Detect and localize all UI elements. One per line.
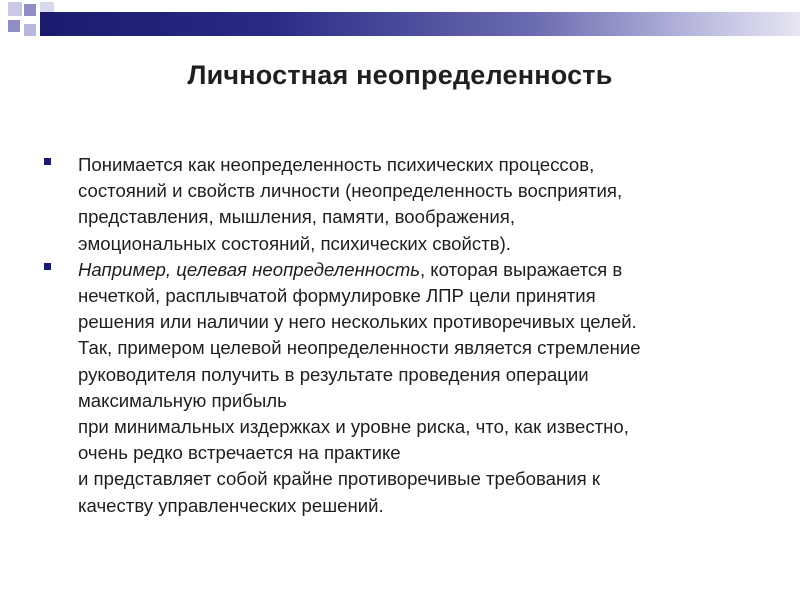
decor-square — [8, 20, 20, 32]
text-line: представления, мышления, памяти, воображения, — [78, 206, 515, 228]
bullet-item-2 — [42, 257, 762, 519]
decor-square — [24, 4, 36, 16]
text-line: эмоциональных состояний, психических свойств). — [78, 232, 511, 254]
text-line — [78, 257, 762, 283]
text-fragment: , которая выражается в — [419, 258, 623, 280]
text-line: руководителя получить в результате проведения операции — [78, 363, 589, 385]
text-line: решения или наличии у него нескольких противоречивых целей. — [78, 311, 637, 333]
slide-title: Личностная неопределенность — [187, 60, 613, 90]
header-gradient-band — [40, 12, 800, 36]
bullet-text — [78, 152, 762, 257]
bullet-item-1 — [42, 152, 762, 257]
square-bullet-icon — [44, 263, 51, 270]
text-line: состояний и свойств личности (неопределенность восприятия, — [78, 180, 623, 202]
text-line: максимальную прибыль — [78, 389, 287, 411]
text-line: очень редко встречается на практике — [78, 442, 401, 464]
text-line: качеству управленческих решений. — [78, 494, 384, 516]
italic-phrase: Например, целевая неопределенность — [78, 258, 420, 280]
bullet-text — [78, 257, 762, 519]
bullet-list — [42, 152, 762, 519]
text-line: Так, примером целевой неопределенности является стремление — [78, 337, 641, 359]
decor-square — [8, 2, 22, 16]
text-line: Понимается как неопределенность психических процессов, — [78, 154, 595, 175]
text-line: при минимальных издержках и уровне риска, что, как известно, — [78, 416, 629, 438]
text-line: нечеткой, расплывчатой формулировке ЛПР цели принятия — [78, 285, 596, 307]
text-line: и представляет собой крайне противоречивые требования к — [78, 468, 600, 490]
decor-square — [24, 24, 36, 36]
square-bullet-icon — [44, 158, 51, 165]
